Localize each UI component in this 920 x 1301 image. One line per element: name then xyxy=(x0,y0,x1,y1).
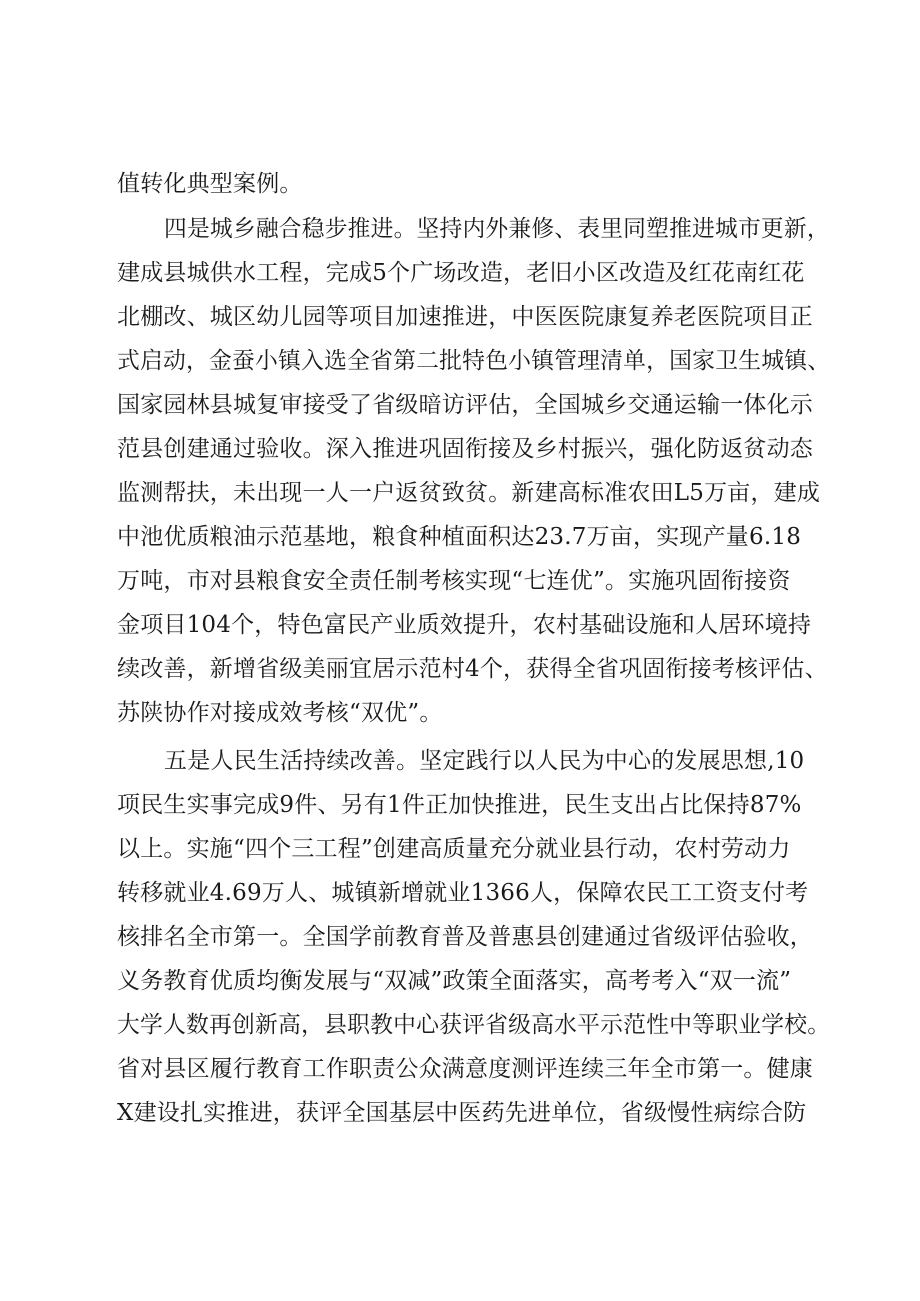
text-line: 项民生实事完成9件、另有1件正加快推进，民生支出占比保持87% xyxy=(117,792,802,818)
text-line: 核排名全市第一。全国学前教育普及普惠县创建通过省级评估验收， xyxy=(117,924,813,950)
paragraph-5-start: 五是人民生活持续改善。坚定践行以人民为中心的发展思想,10 xyxy=(164,748,805,774)
text-line: 义务教育优质均衡发展与“双减”政策全面落实，高考考入“双一流” xyxy=(117,968,792,994)
text-line: 范县创建通过验收。深入推进巩固衔接及乡村振兴，强化防返贫动态 xyxy=(117,436,813,462)
text-line: 中池优质粮油示范基地，粮食种植面积达23.7万亩，实现产量6.18 xyxy=(117,524,802,550)
text-line: 以上。实施“四个三工程”创建高质量充分就业县行动，农村劳动力 xyxy=(117,836,791,862)
text-line: 值转化典型案例。 xyxy=(117,171,303,197)
text-line: 金项目104个，特色富民产业质效提升，农村基础设施和人居环境持 xyxy=(117,612,812,638)
text-line: 大学人数再创新高，县职教中心获评省级高水平示范性中等职业学校。 xyxy=(117,1012,831,1038)
text-line: 续改善，新增省级美丽宜居示范村4个，获得全省巩固衔接考核评估、 xyxy=(117,656,828,682)
text-line: 北棚改、城区幼儿园等项目加速推进，中医医院康复养老医院项目正 xyxy=(117,304,813,330)
text-line: 苏陕协作对接成效考核“双优”。 xyxy=(117,700,443,726)
text-line: 转移就业4.69万人、城镇新增就业1366人，保障农民工工资支付考 xyxy=(117,880,809,906)
paragraph-4-start: 四是城乡融合稳步推进。坚持内外兼修、表里同塑推进城市更新， xyxy=(164,216,830,242)
text-line: 式启动，金蚕小镇入选全省第二批特色小镇管理清单，国家卫生城镇、 xyxy=(117,348,831,374)
text-line: 国家园林县城复审接受了省级暗访评估，全国城乡交通运输一体化示 xyxy=(117,392,813,418)
text-line: 监测帮扶，未出现一人一户返贫致贫。新建高标准农田L5万亩，建成 xyxy=(117,480,821,506)
text-line: 省对县区履行教育工作职责公众满意度测评连续三年全市第一。健康 xyxy=(117,1056,813,1082)
text-line: X建设扎实推进，获评全国基层中医药先进单位，省级慢性病综合防 xyxy=(117,1100,807,1126)
text-line: 建成县城供水工程，完成5个广场改造，老旧小区改造及红花南红花 xyxy=(117,260,805,286)
text-line: 万吨，市对县粮食安全责任制考核实现“七连优”。实施巩固衔接资 xyxy=(117,568,791,594)
